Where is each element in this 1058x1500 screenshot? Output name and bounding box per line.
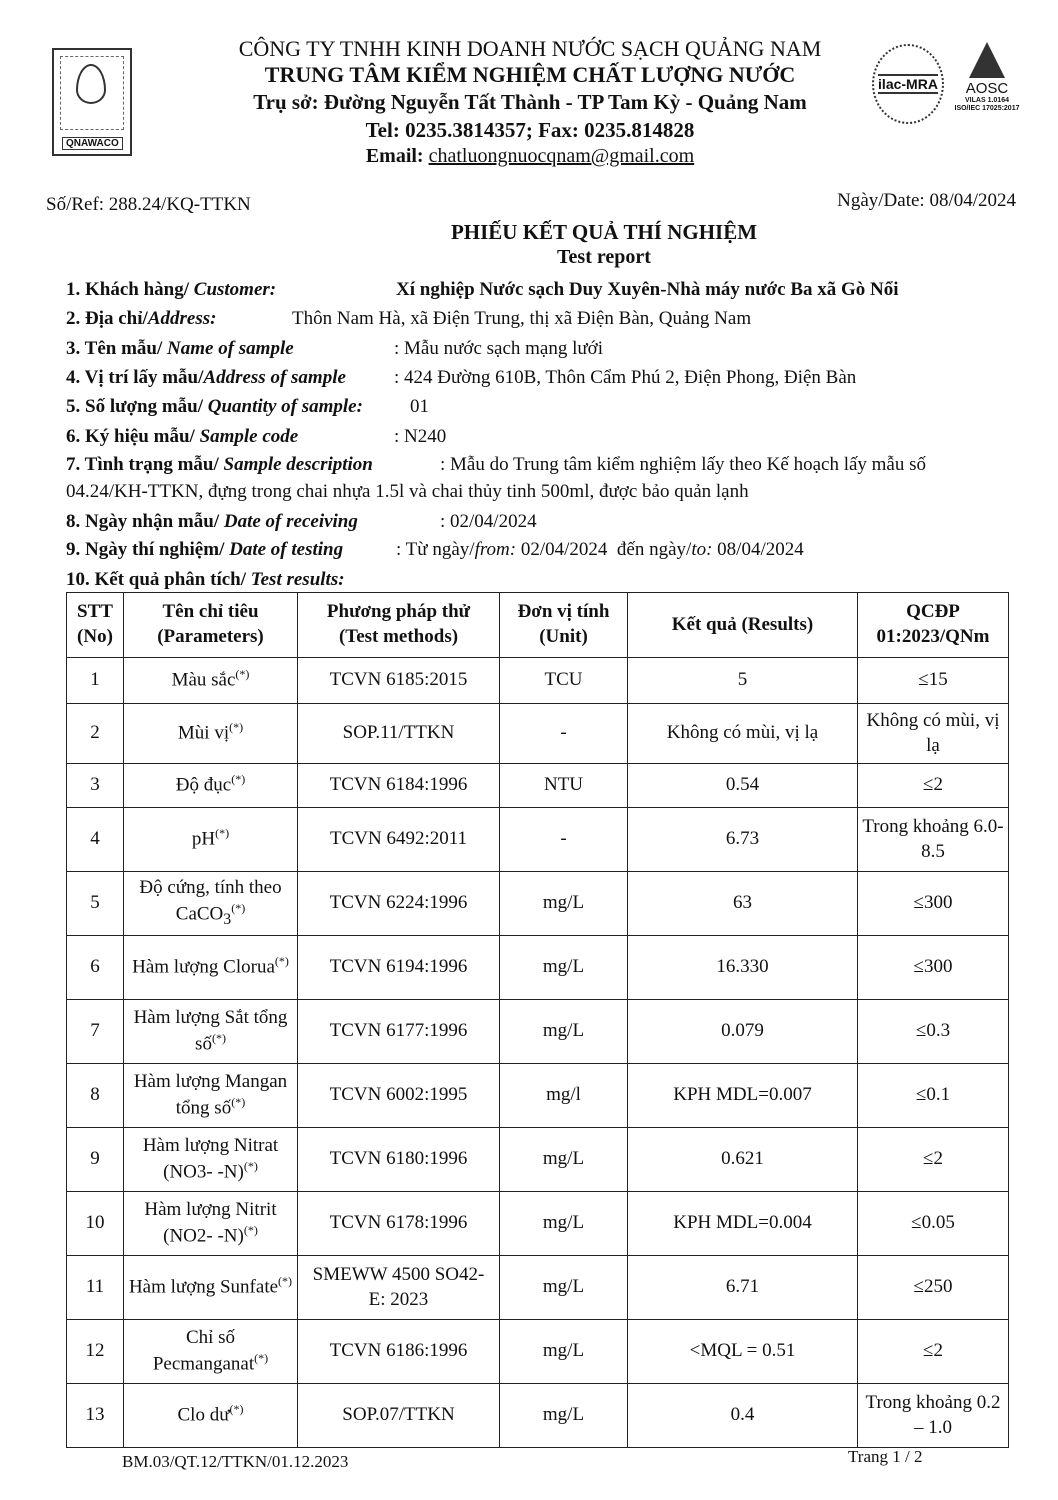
cell-unit: mg/L [500, 1192, 628, 1256]
parameter-subscript: 3 [223, 911, 232, 929]
table-header-row [67, 593, 1009, 658]
cell-method: TCVN 6186:1996 [298, 1320, 500, 1384]
cell-method: TCVN 6178:1996 [298, 1192, 500, 1256]
accreditation-mark: (*) [229, 720, 244, 735]
cell-no: 11 [67, 1256, 124, 1320]
cell-method: SMEWW 4500 SO42- E: 2023 [298, 1256, 500, 1320]
test-results-label: 10. Kết quả phân tích/ Test results: [66, 569, 345, 590]
cell-unit: mg/L [500, 1128, 628, 1192]
header-methods: Phương pháp thử (Test methods) [298, 593, 500, 658]
address-value: Thôn Nam Hà, xã Điện Trung, thị xã Điện Bàn, Quảng Nam [292, 308, 752, 329]
cell-result: Không có mùi, vị lạ [628, 704, 858, 764]
cell-parameter [124, 1192, 298, 1256]
table-row [67, 1000, 1009, 1064]
cell-parameter [124, 704, 298, 764]
cell-no: 8 [67, 1064, 124, 1128]
cell-standard: ≤250 [858, 1256, 1009, 1320]
info-sample-location [66, 367, 857, 388]
aosc-iso: ISO/IEC 17025:2017 [954, 104, 1020, 112]
sample-code-value: : N240 [394, 426, 447, 447]
table-row [67, 1320, 1009, 1384]
header-unit: Đơn vị tính (Unit) [500, 593, 628, 658]
table-row [67, 808, 1009, 872]
cell-parameter [124, 1256, 298, 1320]
testing-date-value: : Từ ngày/from: 02/04/2024 đến ngày/to: 08/04/2024 [396, 539, 804, 560]
accreditation-mark: (*) [243, 1222, 258, 1237]
sample-name-value: : Mẫu nước sạch mạng lưới [394, 338, 604, 359]
cell-unit: mg/L [500, 1384, 628, 1448]
aosc-triangle-icon [969, 42, 1005, 78]
cell-method: TCVN 6180:1996 [298, 1128, 500, 1192]
cell-parameter [124, 1384, 298, 1448]
table-row [67, 1064, 1009, 1128]
header-standard: QCĐP 01:2023/QNm [858, 593, 1009, 658]
accreditation-mark: (*) [274, 954, 289, 969]
cell-standard: ≤300 [858, 936, 1009, 1000]
cell-result: 16.330 [628, 936, 858, 1000]
cell-parameter [124, 764, 298, 808]
accreditation-mark: (*) [235, 667, 250, 682]
parameter-name: Hàm lượng Nitrit (NO2- -N) [144, 1199, 277, 1247]
accreditation-mark: (*) [254, 1350, 269, 1365]
table-row [67, 936, 1009, 1000]
cell-parameter [124, 1000, 298, 1064]
customer-label: 1. Khách hàng/ Customer: [66, 279, 277, 300]
accreditation-mark: (*) [243, 1158, 258, 1173]
email-label: Email: [365, 145, 424, 167]
cell-result: 6.71 [628, 1256, 858, 1320]
cell-standard: Trong khoảng 0.2 – 1.0 [858, 1384, 1009, 1448]
customer-value: Xí nghiệp Nước sạch Duy Xuyên-Nhà máy nước Ba xã Gò Nổi [396, 279, 899, 300]
parameter-name: Hàm lượng Sunfate [128, 1276, 279, 1298]
sample-location-label: 4. Vị trí lấy mẫu/Address of sample [66, 367, 346, 388]
company-phone: Tel: 0235.3814357; Fax: 0235.814828 [365, 118, 695, 142]
cell-no: 7 [67, 1000, 124, 1064]
cell-standard: ≤300 [858, 872, 1009, 936]
cell-method: SOP.11/TTKN [298, 704, 500, 764]
company-address: Trụ sở: Đường Nguyễn Tất Thành - TP Tam Kỳ - Quảng Nam [253, 90, 807, 114]
cell-result: 0.079 [628, 1000, 858, 1064]
header-stt: STT (No) [67, 593, 124, 658]
cell-parameter [124, 658, 298, 704]
table-row [67, 1256, 1009, 1320]
accreditation-mark: (*) [211, 1030, 226, 1045]
parameter-name: Độ đục [175, 774, 232, 796]
cell-result: <MQL = 0.51 [628, 1320, 858, 1384]
info-testing-date [66, 539, 804, 560]
cell-unit: NTU [500, 764, 628, 808]
cell-parameter [124, 872, 298, 936]
page-number: Trang 1 / 2 [848, 1447, 923, 1466]
cell-standard: Trong khoảng 6.0-8.5 [858, 808, 1009, 872]
cell-no: 2 [67, 704, 124, 764]
table-row [67, 1384, 1009, 1448]
company-logo [52, 48, 132, 156]
ilac-mra-logo [872, 44, 944, 124]
table-row [67, 658, 1009, 704]
sample-description-line2: 04.24/KH-TTKN, đựng trong chai nhựa 1.5l và chai thủy tinh 500ml, được bảo quản lạnh [66, 481, 749, 502]
sample-code-label: 6. Ký hiệu mẫu/ Sample code [66, 426, 299, 447]
sample-location-value: : 424 Đường 610B, Thôn Cẩm Phú 2, Điện Phong, Điện Bàn [394, 367, 857, 388]
receiving-date-label: 8. Ngày nhận mẫu/ Date of receiving [66, 511, 358, 532]
cell-parameter [124, 1064, 298, 1128]
parameter-name: Clo dư [177, 1404, 230, 1426]
reference-number: Số/Ref: 288.24/KQ-TTKN [46, 194, 251, 215]
parameter-name: Hàm lượng Nitrat (NO3- -N) [142, 1135, 279, 1183]
accreditation-mark: (*) [231, 772, 246, 787]
cell-result: 63 [628, 872, 858, 936]
cell-no: 5 [67, 872, 124, 936]
table-row [67, 872, 1009, 936]
accreditation-mark: (*) [278, 1274, 293, 1289]
info-receiving-date [66, 511, 537, 532]
table-row [67, 764, 1009, 808]
company-name: CÔNG TY TNHH KINH DOANH NƯỚC SẠCH QUẢNG NAM [238, 36, 822, 61]
center-name: TRUNG TÂM KIỂM NGHIỆM CHẤT LƯỢNG NƯỚC [264, 62, 796, 87]
ilac-mra-text: ilac-MRA [878, 76, 938, 92]
cell-result: 0.621 [628, 1128, 858, 1192]
cell-result: KPH MDL=0.007 [628, 1064, 858, 1128]
cell-method: SOP.07/TTKN [298, 1384, 500, 1448]
report-title: PHIẾU KẾT QUẢ THÍ NGHIỆM [450, 220, 758, 244]
cell-parameter [124, 1320, 298, 1384]
cell-parameter [124, 808, 298, 872]
header-parameters: Tên chỉ tiêu (Parameters) [124, 593, 298, 658]
sample-name-label: 3. Tên mẫu/ Name of sample [66, 338, 294, 359]
cell-unit: mg/L [500, 936, 628, 1000]
info-customer [66, 279, 899, 300]
parameter-name: Hàm lượng Clorua [132, 956, 275, 978]
aosc-text: AOSC [965, 80, 1009, 97]
cell-no: 12 [67, 1320, 124, 1384]
cell-standard: Không có mùi, vị lạ [858, 704, 1009, 764]
parameter-name: Mùi vị [177, 722, 230, 744]
email-link[interactable]: chatluongnuocqnam@gmail.com [428, 145, 695, 167]
company-email-line [140, 146, 920, 166]
parameter-name: Hàm lượng Mangan tổng số [133, 1071, 288, 1119]
cell-result: KPH MDL=0.004 [628, 1192, 858, 1256]
logo-text: QNAWACO [62, 137, 123, 150]
cell-no: 3 [67, 764, 124, 808]
cell-result: 5 [628, 658, 858, 704]
testing-date-label: 9. Ngày thí nghiệm/ Date of testing [66, 539, 344, 560]
cell-no: 13 [67, 1384, 124, 1448]
report-subtitle: Test report [557, 246, 651, 268]
quantity-label: 5. Số lượng mẫu/ Quantity of sample: [66, 396, 363, 417]
cell-standard: ≤15 [858, 658, 1009, 704]
cell-unit: mg/L [500, 1256, 628, 1320]
form-code: BM.03/QT.12/TTKN/01.12.2023 [122, 1452, 349, 1471]
sample-description-value: : Mẫu do Trung tâm kiểm nghiệm lấy theo Kế hoạch lấy mẫu số [440, 454, 927, 475]
cell-unit: - [500, 808, 628, 872]
cell-unit: mg/L [500, 1320, 628, 1384]
cell-standard: ≤2 [858, 1128, 1009, 1192]
cell-unit: TCU [500, 658, 628, 704]
cell-unit: mg/L [500, 872, 628, 936]
aosc-vilas: VILAS 1.0164 [965, 97, 1009, 104]
cell-standard: ≤2 [858, 1320, 1009, 1384]
parameter-name: Độ cứng, tính theo CaCO [139, 877, 282, 925]
header-results: Kết quả (Results) [628, 593, 858, 658]
accreditation-mark: (*) [215, 826, 230, 841]
parameter-name: pH [191, 828, 216, 850]
cell-unit: mg/l [500, 1064, 628, 1128]
cell-result: 0.4 [628, 1384, 858, 1448]
cell-no: 1 [67, 658, 124, 704]
info-sample-name [66, 338, 604, 359]
cell-standard: ≤0.3 [858, 1000, 1009, 1064]
quantity-value: 01 [410, 396, 429, 417]
cell-result: 6.73 [628, 808, 858, 872]
cell-unit: mg/L [500, 1000, 628, 1064]
cell-method: TCVN 6177:1996 [298, 1000, 500, 1064]
cell-no: 4 [67, 808, 124, 872]
parameter-name: Hàm lượng Sắt tổng số [133, 1007, 288, 1055]
parameter-name: Chỉ số Pecmanganat [152, 1327, 255, 1375]
aosc-logo [952, 38, 1022, 128]
cell-method: TCVN 6194:1996 [298, 936, 500, 1000]
cell-method: TCVN 6492:2011 [298, 808, 500, 872]
table-row [67, 1128, 1009, 1192]
cell-no: 10 [67, 1192, 124, 1256]
info-sample-code [66, 426, 447, 447]
accreditation-mark: (*) [231, 1094, 246, 1109]
cell-unit: - [500, 704, 628, 764]
parameter-name: Màu sắc [171, 669, 236, 691]
table-row [67, 1192, 1009, 1256]
cell-no: 9 [67, 1128, 124, 1192]
info-quantity [66, 396, 429, 417]
report-date: Ngày/Date: 08/04/2024 [837, 190, 1016, 211]
cell-standard: ≤0.1 [858, 1064, 1009, 1128]
info-test-results [66, 570, 345, 589]
results-table [66, 592, 1009, 1448]
cell-method: TCVN 6184:1996 [298, 764, 500, 808]
cell-method: TCVN 6224:1996 [298, 872, 500, 936]
cell-method: TCVN 6185:2015 [298, 658, 500, 704]
accreditation-mark: (*) [231, 901, 246, 915]
cell-result: 0.54 [628, 764, 858, 808]
info-sample-description [66, 454, 927, 475]
cell-parameter [124, 936, 298, 1000]
receiving-date-value: : 02/04/2024 [440, 511, 537, 532]
accreditation-mark: (*) [229, 1402, 244, 1417]
table-row [67, 704, 1009, 764]
address-label: 2. Địa chỉ/Address: [66, 308, 217, 329]
cell-method: TCVN 6002:1995 [298, 1064, 500, 1128]
cell-parameter [124, 1128, 298, 1192]
info-address [66, 308, 752, 329]
cell-standard: ≤2 [858, 764, 1009, 808]
cell-standard: ≤0.05 [858, 1192, 1009, 1256]
cell-no: 6 [67, 936, 124, 1000]
sample-description-label: 7. Tình trạng mẫu/ Sample description [66, 454, 373, 475]
